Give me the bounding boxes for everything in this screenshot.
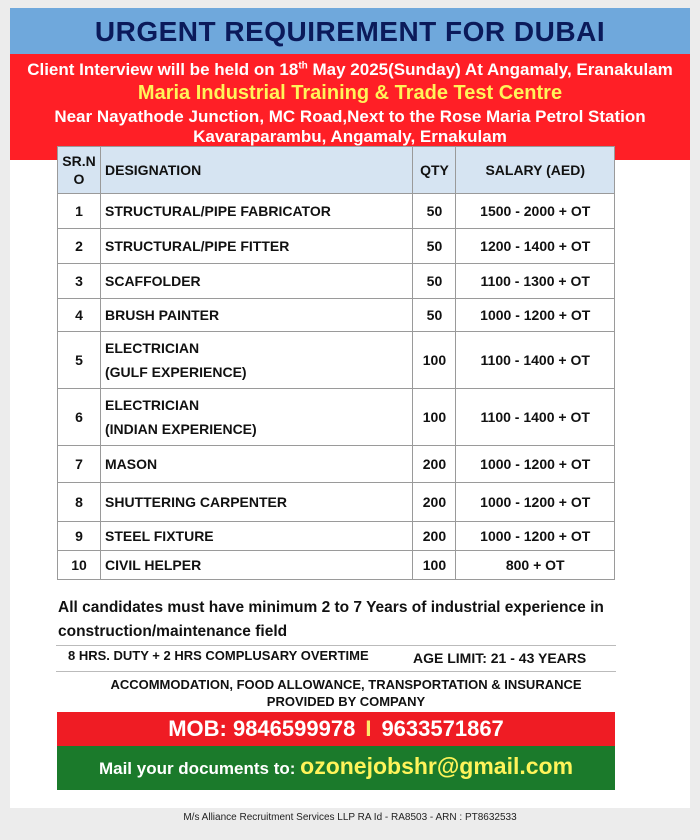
- interview-date-prefix: Client Interview will be held on 18: [27, 60, 299, 79]
- row-qty: 50: [413, 229, 456, 264]
- row-designation: CIVIL HELPER: [101, 551, 413, 580]
- header-qty: QTY: [413, 147, 456, 194]
- experience-note: All candidates must have minimum 2 to 7 Years of industrial experience in construction/maintenance field: [58, 599, 604, 640]
- table-row: [58, 332, 615, 389]
- designation-line2: (INDIAN EXPERIENCE): [105, 421, 257, 437]
- mobile-secondary[interactable]: 9633571867: [381, 716, 504, 741]
- row-qty: 50: [413, 264, 456, 299]
- row-sr: 4: [58, 299, 101, 332]
- row-salary: 1000 - 1200 + OT: [456, 522, 615, 551]
- duty-hours: 8 HRS. DUTY + 2 HRS COMPLUSARY OVERTIME: [68, 648, 369, 663]
- footer-license: M/s Alliance Recruitment Services LLP RA Id - RA8503 - ARN : PT8632533: [183, 812, 517, 823]
- date-suffix: th: [298, 60, 308, 72]
- row-salary: 1500 - 2000 + OT: [456, 194, 615, 229]
- designation-line2: (GULF EXPERIENCE): [105, 364, 247, 380]
- row-qty: 100: [413, 332, 456, 389]
- row-qty: 200: [413, 446, 456, 483]
- interview-date-suffix: May 2025(Sunday) At Angamaly, Eranakulam: [307, 60, 673, 79]
- header-designation: DESIGNATION: [101, 147, 413, 194]
- divider-bottom: [56, 671, 616, 672]
- row-sr: 1: [58, 194, 101, 229]
- row-designation: STRUCTURAL/PIPE FABRICATOR: [101, 194, 413, 229]
- mobile-banner: [57, 712, 615, 746]
- row-salary: 1000 - 1200 + OT: [456, 299, 615, 332]
- row-designation: STRUCTURAL/PIPE FITTER: [101, 229, 413, 264]
- designation-line1: ELECTRICIAN: [105, 340, 200, 356]
- row-qty: 50: [413, 194, 456, 229]
- row-qty: 100: [413, 551, 456, 580]
- table-row: [58, 389, 615, 446]
- table-row: [58, 264, 615, 299]
- table-row: [58, 551, 615, 580]
- venue-address-line2: Kavaraparambu, Angamaly, Ernakulam: [193, 127, 507, 146]
- email-link[interactable]: ozonejobshr@gmail.com: [300, 753, 574, 779]
- row-designation: SHUTTERING CARPENTER: [101, 483, 413, 522]
- row-designation: MASON: [101, 446, 413, 483]
- poster-title: URGENT REQUIREMENT FOR DUBAI: [10, 8, 690, 54]
- row-salary: 1200 - 1400 + OT: [456, 229, 615, 264]
- venue-name: Maria Industrial Training & Trade Test Centre: [137, 82, 563, 104]
- mail-banner: [57, 746, 615, 790]
- mobile-primary[interactable]: MOB: 9846599978: [168, 716, 356, 741]
- table-row: [58, 522, 615, 551]
- row-qty: 100: [413, 389, 456, 446]
- table-row: [58, 446, 615, 483]
- age-limit: AGE LIMIT: 21 - 43 YEARS: [413, 650, 587, 666]
- vacancy-table: [57, 146, 615, 580]
- row-designation: BRUSH PAINTER: [101, 299, 413, 332]
- table-row: [58, 194, 615, 229]
- row-designation: SCAFFOLDER: [101, 264, 413, 299]
- table-header-row: [58, 147, 615, 194]
- row-qty: 50: [413, 299, 456, 332]
- row-sr: 7: [58, 446, 101, 483]
- row-sr: 3: [58, 264, 101, 299]
- row-sr: 8: [58, 483, 101, 522]
- row-designation: STEEL FIXTURE: [101, 522, 413, 551]
- row-salary: 1000 - 1200 + OT: [456, 483, 615, 522]
- row-sr: 6: [58, 389, 101, 446]
- row-salary: 1100 - 1400 + OT: [456, 389, 615, 446]
- mail-label: Mail your documents to:: [98, 759, 301, 778]
- row-designation: [101, 389, 413, 446]
- row-sr: 10: [58, 551, 101, 580]
- table-row: [58, 229, 615, 264]
- row-salary: 1000 - 1200 + OT: [456, 446, 615, 483]
- divider-top: [56, 645, 616, 646]
- designation-line1: ELECTRICIAN: [105, 397, 200, 413]
- row-salary: 1100 - 1300 + OT: [456, 264, 615, 299]
- row-qty: 200: [413, 522, 456, 551]
- row-salary: 1100 - 1400 + OT: [456, 332, 615, 389]
- benefits-text: ACCOMMODATION, FOOD ALLOWANCE, TRANSPORTATION & INSURANCE PROVIDED BY COMPANY: [110, 677, 582, 709]
- mail-line: [57, 746, 615, 790]
- row-sr: 2: [58, 229, 101, 264]
- row-qty: 200: [413, 483, 456, 522]
- interview-banner: [10, 54, 690, 160]
- table-row: [58, 483, 615, 522]
- venue-address-line1: Near Nayathode Junction, MC Road,Next to the Rose Maria Petrol Station: [54, 107, 646, 126]
- interview-date-line: [10, 60, 690, 80]
- row-designation: [101, 332, 413, 389]
- row-sr: 5: [58, 332, 101, 389]
- header-salary: SALARY (AED): [456, 147, 615, 194]
- table-row: [58, 299, 615, 332]
- header-sr-no: SR.N O: [58, 147, 101, 194]
- row-sr: 9: [58, 522, 101, 551]
- mobile-separator: I: [365, 716, 372, 741]
- row-salary: 800 + OT: [456, 551, 615, 580]
